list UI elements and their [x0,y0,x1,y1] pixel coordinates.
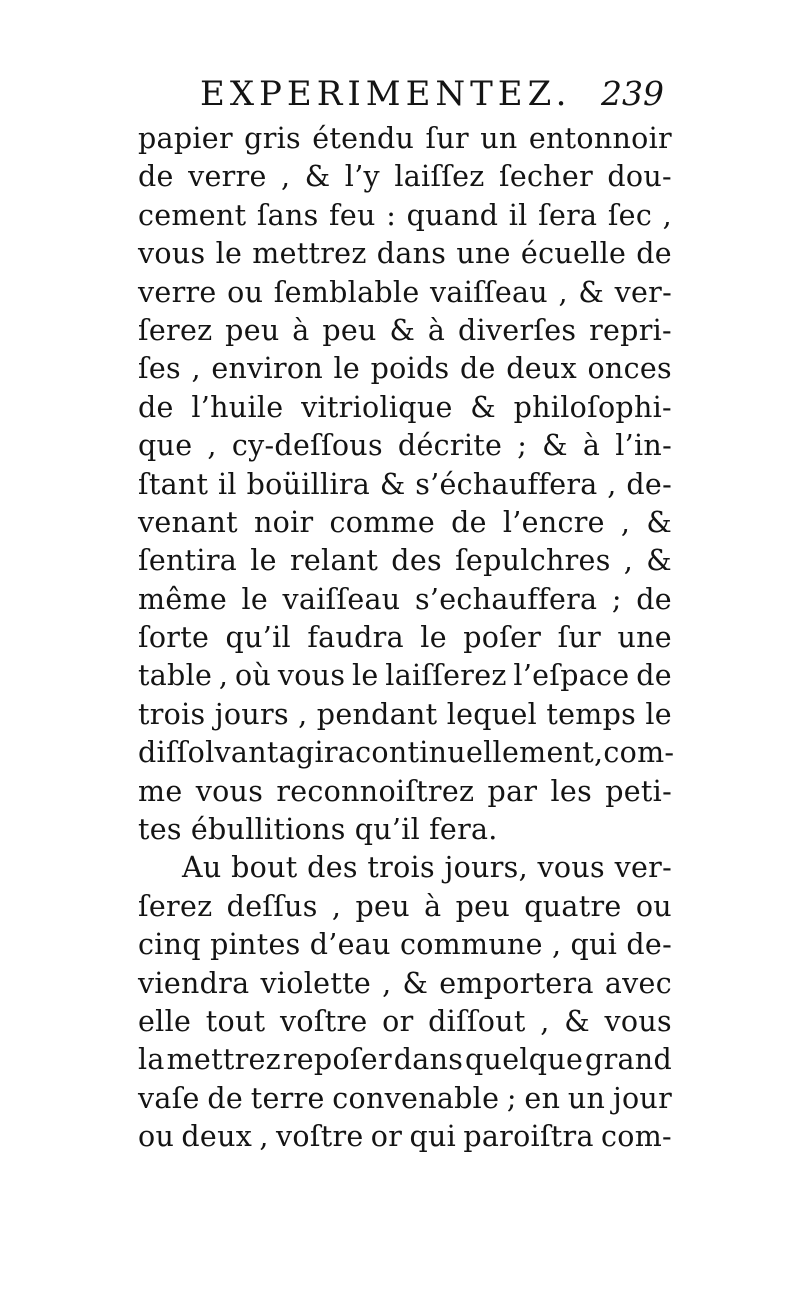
text-line: de verre , & l’y laiſſez ſecher dou- [138,160,672,194]
text-line: verre ou ſemblable vaiſſeau , & ver- [138,275,672,309]
text-line: table , où vous le laiſſerez l’eſpace de [138,659,672,693]
text-line: vous le mettrez dans une écuelle de [138,237,672,271]
text-line: trois jours , pendant lequel temps le [138,697,672,731]
text-line: vaſe de terre convenable ; en un jour [138,1081,672,1115]
running-title: EXPERIMENTEZ. [200,74,572,114]
text-line: cement ſans feu : quand il ſera ſec , [138,198,672,232]
text-line: ſorte qu’il faudra le poſer ſur une [138,621,672,655]
text-line: Au bout des trois jours, vous ver- [182,851,672,885]
text-line: ſentira le relant des ſepulchres , & [138,544,672,578]
text-line: diſſolvant agira continuellement,com- [138,736,675,770]
text-line: venant noir comme de l’encre , & [138,505,672,539]
text-line: papier gris étendu ſur un entonnoir [138,122,672,155]
text-line: elle tout voſtre or diſſout , & vous [138,1004,672,1038]
paragraph [138,120,675,849]
text-line: la mettrez repoſer dans quelque grand [138,1043,672,1077]
text-line: de l’huile vitriolique & philoſophi- [138,390,672,424]
text-line: que , cy-deſſous décrite ; & à l’in- [138,429,672,463]
body-text [138,120,675,1157]
text-line: tes ébullitions qu’il fera. [138,813,498,847]
text-line: ſes , environ le poids de deux onces [138,352,672,386]
page-number: 239 [601,74,664,113]
text-line: cinq pintes d’eau commune , qui de- [138,928,672,962]
text-line: me vous reconnoiſtrez par les peti- [138,774,672,808]
text-line: ſerez deſſus , peu à peu quatre ou [138,889,672,923]
running-head [200,70,670,118]
text-line: ou deux , voſtre or qui paroiſtra com- [138,1120,672,1154]
text-line: même le vaiſſeau s’echauffera ; de [138,582,672,616]
text-line: ſerez peu à peu & à diverſes repri- [138,313,672,347]
text-line: viendra violette , & emportera avec [138,966,672,1000]
text-line: ſtant il boüillira & s’échauffera , de- [138,467,672,501]
paragraph [138,849,672,1156]
